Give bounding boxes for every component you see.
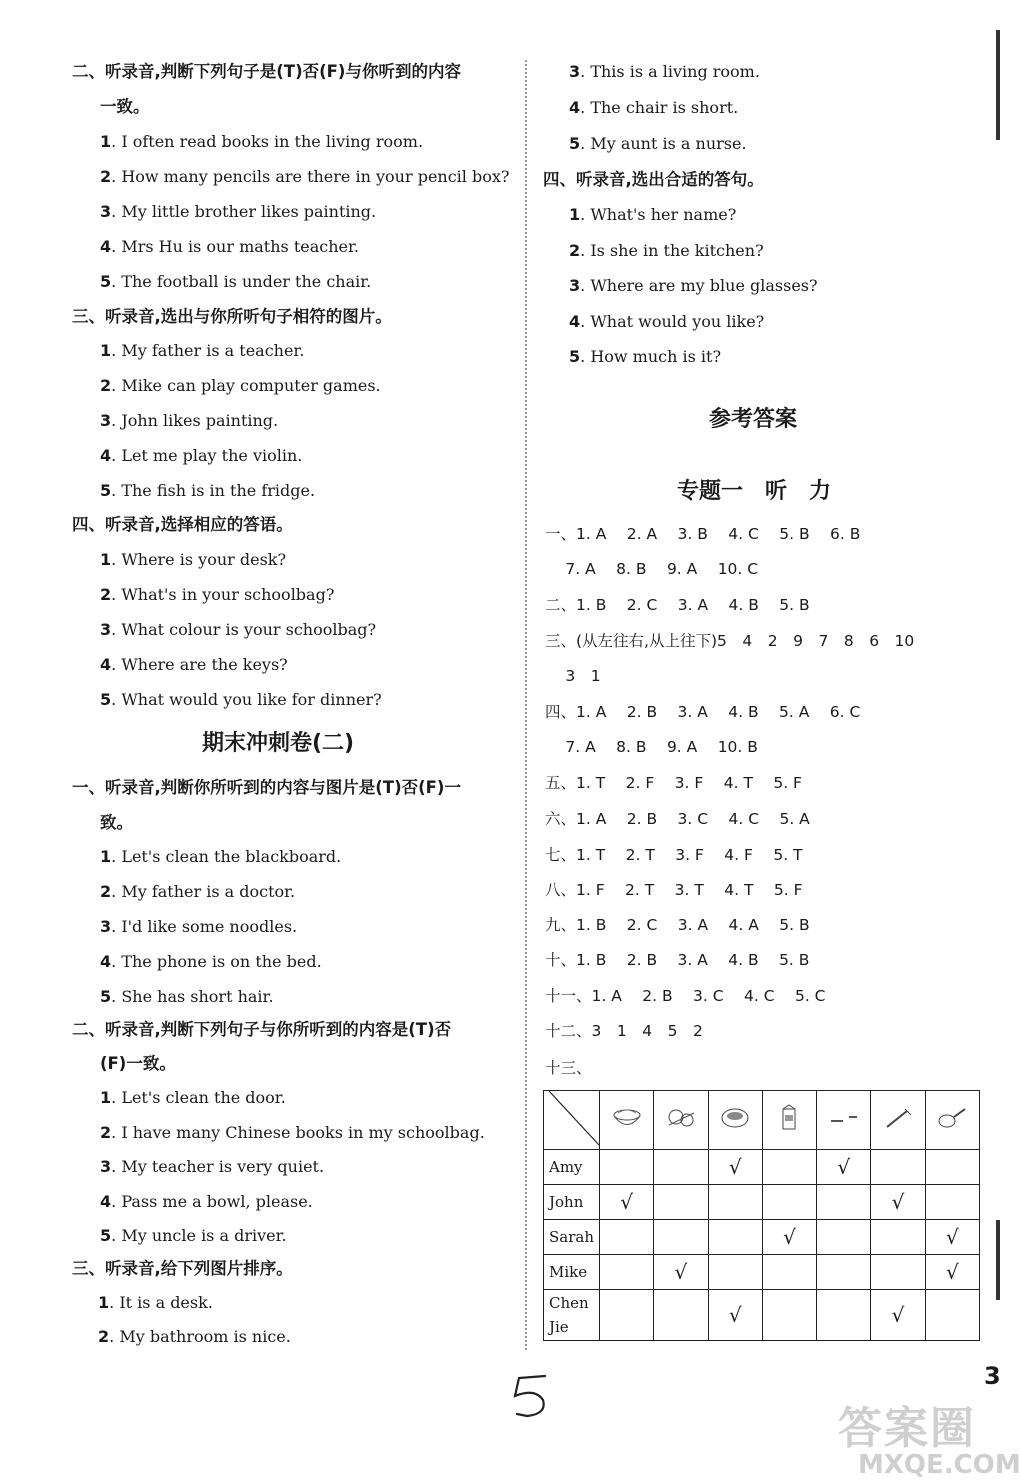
item-text: . Mike can play computer games. — [111, 376, 381, 395]
answer-line: 三、(从左往右,从上往下)5 4 2 9 7 8 6 10 — [545, 632, 915, 650]
answer-line: 一、1. A 2. A 3. B 4. C 5. B 6. B — [545, 525, 861, 543]
item-number: 5 — [569, 347, 581, 366]
rice-bowl-icon — [708, 1091, 762, 1150]
item-number: 2 — [100, 585, 112, 604]
item-number: 2 — [100, 1122, 112, 1142]
chopsticks-icon — [817, 1091, 871, 1150]
item-number: 3 — [569, 276, 581, 295]
exam-part-2-title-cont: (F)一致。 — [100, 1054, 176, 1073]
table-header-row — [544, 1091, 980, 1150]
exam-title: 期末冲刺卷(二) — [202, 731, 355, 756]
answer-line: 四、1. A 2. B 3. A 4. B 5. A 6. C — [545, 703, 861, 721]
fork-icon — [871, 1091, 925, 1150]
table-body — [544, 1150, 980, 1341]
item-text: . The chair is short. — [580, 98, 739, 117]
answer-line: 八、1. F 2. T 3. T 4. T 5. F — [545, 881, 803, 899]
item-number: 3 — [100, 917, 112, 936]
item-text: . The fish is in the fridge. — [111, 481, 316, 500]
check-cell — [600, 1150, 654, 1185]
list-item — [100, 952, 322, 972]
section-4-title: 四、听录音,选择相应的答语。 — [72, 515, 293, 534]
watermark-logo-text: 答案圈 — [838, 1403, 976, 1454]
list-item — [569, 62, 760, 82]
check-cell — [708, 1220, 762, 1255]
item-text: . This is a living room. — [580, 62, 760, 81]
item-number: 3 — [100, 202, 112, 221]
item-text: . Where are my blue glasses? — [580, 276, 818, 295]
item-text: . She has short hair. — [111, 987, 274, 1006]
item-text: . John likes painting. — [111, 411, 279, 430]
list-item — [98, 1327, 291, 1347]
check-cell: √ — [871, 1185, 925, 1220]
item-text: . Is she in the kitchen? — [580, 240, 764, 260]
item-text: . How many pencils are there in your pencil box? — [111, 167, 510, 186]
check-cell: √ — [925, 1255, 979, 1290]
list-item — [100, 411, 278, 431]
list-item — [100, 237, 359, 257]
check-cell — [708, 1185, 762, 1220]
item-number: 1 — [100, 132, 112, 151]
list-item — [100, 620, 376, 640]
item-number: 3 — [100, 620, 112, 639]
check-cell — [654, 1150, 708, 1185]
answers-title: 参考答案 — [709, 407, 798, 432]
item-number: 5 — [100, 690, 112, 709]
food-plate-icon — [654, 1091, 708, 1150]
list-item — [100, 917, 297, 937]
item-text: . The football is under the chair. — [111, 272, 372, 291]
item-text: . My father is a doctor. — [111, 882, 296, 901]
diagonal-cell — [544, 1091, 600, 1150]
item-text: . The phone is on the bed. — [111, 952, 322, 971]
answer-line: 五、1. T 2. F 3. F 4. T 5. F — [545, 774, 802, 792]
check-cell — [925, 1150, 979, 1185]
item-text: . Let me play the violin. — [111, 446, 303, 465]
item-text: . What's in your schoolbag? — [111, 585, 335, 604]
item-text: . Let's clean the blackboard. — [111, 847, 342, 866]
item-text: . How much is it? — [580, 347, 722, 366]
list-item — [100, 376, 381, 396]
list-item — [569, 205, 736, 225]
item-number: 1 — [98, 1293, 110, 1312]
check-cell: √ — [871, 1290, 925, 1341]
item-text: . Let's clean the door. — [111, 1088, 286, 1107]
item-number: 2 — [100, 376, 112, 395]
check-cell — [762, 1290, 816, 1341]
item-number: 1 — [100, 550, 112, 569]
item-number: 2 — [100, 882, 112, 901]
list-item — [100, 481, 315, 501]
item-number: 1 — [100, 1088, 112, 1107]
list-item — [100, 1192, 313, 1212]
answer-line: 7. A 8. B 9. A 10. B — [545, 738, 758, 756]
list-item — [100, 1157, 324, 1177]
list-item — [569, 241, 764, 261]
list-item — [100, 446, 302, 466]
list-item — [100, 341, 304, 361]
student-name: John — [544, 1185, 600, 1220]
answer-table — [543, 1090, 980, 1341]
table-row — [544, 1150, 980, 1185]
section-2-title-cont: 一致。 — [100, 97, 150, 116]
check-cell: √ — [762, 1220, 816, 1255]
list-item — [100, 550, 286, 570]
answer-line: 十二、3 1 4 5 2 — [545, 1022, 703, 1040]
item-text: . It is a desk. — [109, 1293, 213, 1312]
check-cell — [871, 1220, 925, 1255]
item-number: 5 — [569, 134, 581, 153]
item-number: 2 — [100, 167, 112, 186]
list-item — [100, 1226, 287, 1246]
item-text: . I often read books in the living room. — [111, 132, 424, 151]
item-text: . Where are the keys? — [111, 655, 288, 674]
list-item — [100, 202, 376, 222]
list-item — [100, 132, 423, 152]
watermark-url: MXQE.COM — [858, 1450, 1021, 1480]
table-row — [544, 1255, 980, 1290]
answer-line: 六、1. A 2. B 3. C 4. C 5. A — [545, 810, 810, 828]
check-cell — [817, 1220, 871, 1255]
check-cell: √ — [654, 1255, 708, 1290]
item-number: 1 — [100, 847, 112, 866]
check-cell — [654, 1185, 708, 1220]
item-text: . My father is a teacher. — [111, 341, 305, 360]
answer-line: 7. A 8. B 9. A 10. C — [545, 560, 759, 578]
column-divider — [525, 60, 527, 1350]
item-number: 3 — [100, 1157, 112, 1176]
table-row — [544, 1290, 980, 1341]
item-number: 4 — [100, 655, 112, 674]
food-bowl-icon — [600, 1091, 654, 1150]
check-cell — [600, 1290, 654, 1341]
list-item — [100, 1088, 286, 1108]
item-text: . My teacher is very quiet. — [111, 1157, 325, 1176]
check-cell — [817, 1255, 871, 1290]
check-cell: √ — [708, 1290, 762, 1341]
page-edge-mark — [996, 30, 1000, 140]
list-item — [100, 655, 288, 675]
check-cell: √ — [600, 1185, 654, 1220]
item-text: . My uncle is a driver. — [111, 1226, 287, 1245]
item-number: 4 — [569, 311, 581, 331]
exam-part-1-title: 一、听录音,判断你所听到的内容与图片是(T)否(F)一 — [72, 778, 461, 797]
student-name: Mike — [544, 1255, 600, 1290]
check-cell — [708, 1255, 762, 1290]
item-number: 4 — [100, 952, 112, 971]
student-name: Chen Jie — [544, 1290, 600, 1341]
check-cell: √ — [925, 1220, 979, 1255]
milk-carton-icon — [762, 1091, 816, 1150]
item-text: . What's her name? — [580, 205, 737, 224]
check-cell — [654, 1290, 708, 1341]
list-item — [100, 167, 509, 187]
list-item — [100, 847, 341, 867]
table-row — [544, 1220, 980, 1255]
section-2-title: 二、听录音,判断下列句子是(T)否(F)与你听到的内容 — [72, 62, 461, 81]
exam-part-1-title-cont: 致。 — [100, 813, 133, 832]
item-text: . My bathroom is nice. — [109, 1327, 291, 1346]
answer-line: 十一、1. A 2. B 3. C 4. C 5. C — [545, 987, 826, 1005]
list-item — [569, 312, 764, 332]
item-number: 2 — [98, 1327, 110, 1346]
item-text: . I'd like some noodles. — [111, 917, 298, 936]
diagonal-line — [549, 1091, 599, 1145]
item-number: 4 — [569, 98, 581, 117]
check-cell — [817, 1290, 871, 1341]
item-number: 5 — [100, 481, 112, 500]
item-text: . What would you like? — [580, 311, 765, 331]
item-number: 2 — [569, 240, 581, 260]
item-number: 4 — [100, 446, 112, 465]
list-item — [100, 987, 274, 1007]
item-text: . I have many Chinese books in my schoolbag. — [111, 1122, 485, 1142]
answer-line: 九、1. B 2. C 3. A 4. A 5. B — [545, 916, 810, 934]
answer-line: 十、1. B 2. B 3. A 4. B 5. B — [545, 951, 810, 969]
list-item — [569, 347, 721, 367]
item-text: . What colour is your schoolbag? — [111, 620, 377, 639]
item-number: 5 — [100, 1226, 112, 1245]
item-number: 5 — [100, 987, 112, 1006]
item-text: . Where is your desk? — [111, 550, 287, 569]
list-item — [100, 882, 295, 902]
list-item — [100, 1123, 485, 1143]
list-item — [569, 98, 738, 118]
answer-line: 二、1. B 2. C 3. A 4. B 5. B — [545, 596, 810, 614]
item-text: . My aunt is a nurse. — [580, 134, 747, 153]
item-number: 4 — [100, 1191, 112, 1211]
check-cell: √ — [708, 1150, 762, 1185]
item-number: 5 — [100, 272, 112, 291]
item-number: 3 — [569, 62, 581, 81]
item-number: 3 — [100, 411, 112, 430]
check-cell — [762, 1255, 816, 1290]
list-item — [98, 1293, 213, 1313]
check-cell — [871, 1150, 925, 1185]
spoon-icon — [925, 1091, 979, 1150]
check-cell — [600, 1220, 654, 1255]
answer-line: 3 1 — [545, 667, 601, 685]
check-cell — [762, 1150, 816, 1185]
list-item — [569, 134, 747, 154]
watermark — [838, 1392, 1021, 1480]
check-cell — [925, 1185, 979, 1220]
topic-title: 专题一 听 力 — [677, 479, 832, 504]
exam-part-3-title: 三、听录音,给下列图片排序。 — [72, 1259, 293, 1278]
list-item — [569, 276, 818, 296]
check-cell: √ — [817, 1150, 871, 1185]
item-number: 4 — [100, 237, 112, 256]
check-cell — [762, 1185, 816, 1220]
item-text: . What would you like for dinner? — [111, 690, 382, 709]
item-text: . Pass me a bowl, please. — [111, 1191, 313, 1211]
section-3-title: 三、听录音,选出与你所听句子相符的图片。 — [72, 307, 392, 326]
answer-line: 七、1. T 2. T 3. F 4. F 5. T — [545, 846, 803, 864]
exam-part-2-title: 二、听录音,判断下列句子与你所听到的内容是(T)否 — [72, 1020, 452, 1039]
item-text: . Mrs Hu is our maths teacher. — [111, 237, 359, 256]
student-name: Sarah — [544, 1220, 600, 1255]
check-cell — [600, 1255, 654, 1290]
page-number: 3 — [984, 1362, 1001, 1390]
page-edge-mark — [996, 1220, 1000, 1300]
item-number: 1 — [100, 341, 112, 360]
exam-part-4-title: 四、听录音,选出合适的答句。 — [543, 170, 764, 189]
table-row — [544, 1185, 980, 1220]
list-item — [100, 690, 382, 710]
check-cell — [925, 1290, 979, 1341]
item-number: 1 — [569, 205, 581, 224]
student-name: Amy — [544, 1150, 600, 1185]
check-cell — [654, 1220, 708, 1255]
item-text: . My little brother likes painting. — [111, 202, 377, 221]
table-label: 十三、 — [545, 1059, 592, 1077]
check-cell — [817, 1185, 871, 1220]
list-item — [100, 585, 334, 605]
check-cell — [871, 1255, 925, 1290]
handwritten-number — [505, 1370, 565, 1425]
list-item — [100, 272, 371, 292]
